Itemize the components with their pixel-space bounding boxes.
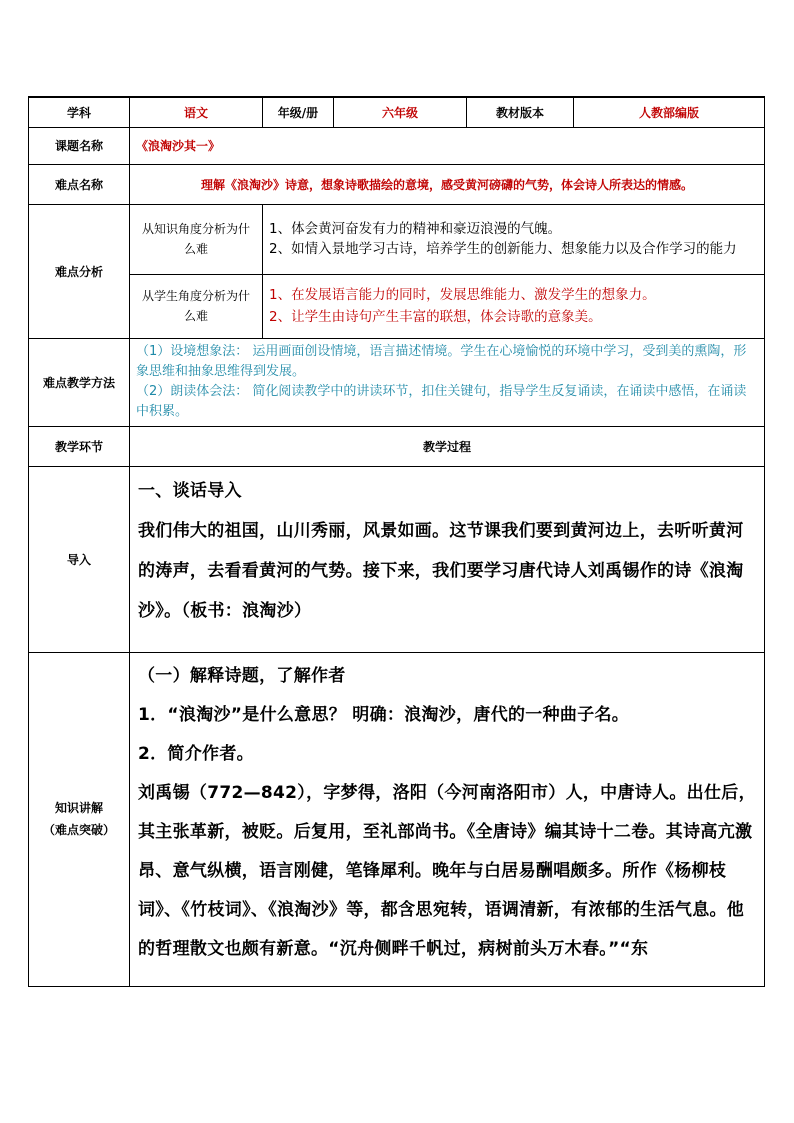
methods-label: 难点教学方法 bbox=[29, 338, 130, 426]
difficulty-label: 难点名称 bbox=[29, 164, 130, 204]
knowledge-item: 1、体会黄河奋发有力的精神和豪迈浪漫的气魄。 bbox=[269, 221, 562, 237]
difficulty-row bbox=[29, 164, 765, 204]
knowledge-line: 2．简介作者。 bbox=[138, 743, 254, 764]
subject-value: 语文 bbox=[130, 97, 263, 127]
stage-header-label: 教学环节 bbox=[29, 426, 130, 466]
analysis-label: 难点分析 bbox=[29, 204, 130, 338]
intro-label: 导入 bbox=[29, 466, 130, 652]
methods-content bbox=[130, 338, 765, 426]
topic-label: 课题名称 bbox=[29, 127, 130, 164]
edition-label: 教材版本 bbox=[467, 97, 574, 127]
edition-value: 人教部编版 bbox=[574, 97, 765, 127]
topic-row bbox=[29, 127, 765, 164]
knowledge-line: 1．“浪淘沙”是什么意思？ 明确：浪淘沙，唐代的一种曲子名。 bbox=[138, 704, 630, 725]
knowledge-item: 2、如情入景地学习古诗，培养学生的创新能力、想象能力以及合作学习的能力 bbox=[269, 241, 737, 257]
topic-value: 《浪淘沙其一》 bbox=[130, 127, 765, 164]
method-item: （2）朗读体会法： 简化阅读教学中的讲读环节，扣住关键句，指导学生反复诵读，在诵读中感悟，在诵读中积累。 bbox=[136, 384, 747, 419]
knowledge-label bbox=[29, 652, 130, 986]
intro-paragraph: 我们伟大的祖国，山川秀丽，风景如画。这节课我们要到黄河边上，去听听黄河的涛声，去看看黄河的气势。接下来，我们要学习唐代诗人刘禹锡作的诗《浪淘沙》。（板书：浪淘沙） bbox=[138, 520, 744, 621]
knowledge-label-line2: （难点突破） bbox=[42, 823, 115, 837]
method-item: （1）设境想象法： 运用画面创设情境，语言描述情境。学生在心境愉悦的环境中学习，受到美的熏陶，形象思维和抽象思维得到发展。 bbox=[136, 344, 747, 379]
subject-label: 学科 bbox=[29, 97, 130, 127]
grade-label: 年级/册 bbox=[263, 97, 334, 127]
process-header-label: 教学过程 bbox=[130, 426, 765, 466]
intro-title: 一、谈话导入 bbox=[138, 480, 242, 501]
analysis-knowledge-row bbox=[29, 204, 765, 274]
methods-row bbox=[29, 338, 765, 426]
student-item: 1、在发展语言能力的同时，发展思维能力、激发学生的想象力。 bbox=[269, 287, 656, 303]
process-header-row bbox=[29, 426, 765, 466]
knowledge-line: （一）解释诗题，了解作者 bbox=[138, 665, 346, 686]
lesson-plan-table bbox=[28, 96, 765, 987]
knowledge-label-line1: 知识讲解 bbox=[54, 801, 103, 815]
lesson-plan-page bbox=[28, 96, 764, 987]
intro-content bbox=[130, 466, 765, 652]
knowledge-angle-label: 从知识角度分析为什么难 bbox=[130, 204, 263, 274]
knowledge-row bbox=[29, 652, 765, 986]
intro-row bbox=[29, 466, 765, 652]
knowledge-line: 刘禹锡（772—842），字梦得，洛阳（今河南洛阳市）人，中唐诗人。出仕后，其主张革新，被贬。后复用，至礼部尚书。《全唐诗》编其诗十二卷。其诗高亢激昂、意气纵横，语言刚健，笔锋犀利。晚年与白居易酬唱颇多。所作《杨柳枝词》、《竹枝词》、《浪淘沙》等，都含思宛转，语调清新，有浓郁的生活气息。他的哲理散文也颇有新意。“沉舟侧畔千帆过，病树前头万木春。”“东 bbox=[138, 782, 756, 959]
analysis-student-row bbox=[29, 274, 765, 338]
header-row bbox=[29, 97, 765, 127]
knowledge-angle-content bbox=[263, 204, 765, 274]
difficulty-value: 理解《浪淘沙》诗意，想象诗歌描绘的意境，感受黄河磅礴的气势，体会诗人所表达的情感。 bbox=[130, 164, 765, 204]
student-item: 2、让学生由诗句产生丰富的联想，体会诗歌的意象美。 bbox=[269, 309, 602, 325]
student-angle-content bbox=[263, 274, 765, 338]
knowledge-content bbox=[130, 652, 765, 986]
grade-value: 六年级 bbox=[334, 97, 467, 127]
student-angle-label: 从学生角度分析为什么难 bbox=[130, 274, 263, 338]
